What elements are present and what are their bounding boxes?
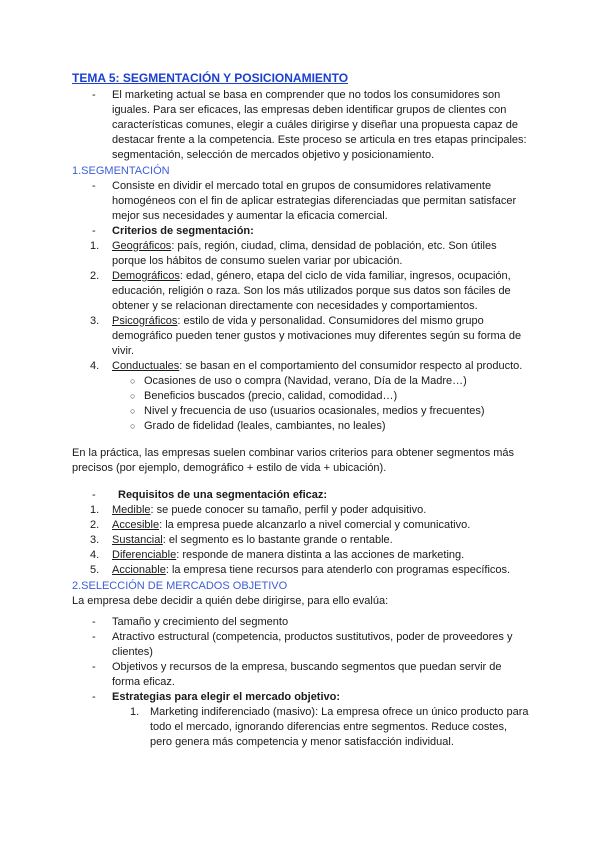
circle-bullet-icon: ○ bbox=[130, 421, 136, 431]
definition-text: Consiste en dividir el mercado total en grupos de consumidores relativamente homogéneos con el fin de aplicar estrategias diferenciadas que permitan satisfacer mejor sus necesidades y aumentar la eficacia comercial. bbox=[112, 180, 517, 222]
criteria-term: Psicográficos bbox=[112, 315, 178, 327]
criteria-text: : se basan en el comportamiento del consumidor respecto al producto. bbox=[179, 360, 523, 372]
behavioral-subitem: ○ Nivel y frecuencia de uso (usuarios ocasionales, medios y frecuentes) bbox=[130, 405, 485, 417]
requirements-heading: Requisitos de una segmentación eficaz: bbox=[118, 489, 328, 501]
evaluation-item: - Tamaño y crecimiento del segmento bbox=[92, 616, 289, 628]
evaluation-item: - Atractivo estructural (competencia, productos sustitutivos, poder de proveedores y clientes) bbox=[92, 631, 513, 658]
requirement-item: 4. Diferenciable: responde de manera distinta a las acciones de marketing. bbox=[90, 549, 465, 561]
behavioral-subitem: ○ Ocasiones de uso o compra (Navidad, verano, Día de la Madre…) bbox=[130, 375, 467, 387]
section-heading-seleccion: 2.SELECCIÓN DE MERCADOS OBJETIVO bbox=[72, 580, 288, 592]
strategy-item: 1. Marketing indiferenciado (masivo): La empresa ofrece un único producto para todo el mercado, ignorando diferencias entre segmentos. Reduce costes, pero genera más competencia y menor satisfacción individual. bbox=[130, 706, 529, 748]
document-page bbox=[72, 70, 532, 750]
practice-paragraph: En la práctica, las empresas suelen combinar varios criterios para obtener segmentos más precisos (por ejemplo, demográfico + estilo de vida + ubicación). bbox=[72, 447, 515, 474]
behavioral-subitem: ○ Grado de fidelidad (leales, cambiantes, no leales) bbox=[130, 420, 386, 432]
criteria-item: 4. Conductuales: se basan en el comportamiento del consumidor respecto al producto. bbox=[90, 360, 523, 372]
circle-bullet-icon: ○ bbox=[130, 376, 136, 386]
criteria-heading: Criterios de segmentación: bbox=[112, 225, 254, 237]
circle-bullet-icon: ○ bbox=[130, 391, 136, 401]
criteria-item: 1. Geográficos: país, región, ciudad, clima, densidad de población, etc. Son útiles porque los hábitos de consumo suelen variar por ubicación. bbox=[90, 240, 497, 267]
requirement-item: 1. Medible: se puede conocer su tamaño, perfil y poder adquisitivo. bbox=[90, 504, 427, 516]
evaluation-item: - Objetivos y recursos de la empresa, buscando segmentos que puedan servir de forma eficaz. bbox=[92, 661, 502, 688]
behavioral-subitem: ○ Beneficios buscados (precio, calidad, comodidad…) bbox=[130, 390, 398, 402]
criteria-item: 3. Psicográficos: estilo de vida y personalidad. Consumidores del mismo grupo demográfico pueden tener gustos y motivaciones muy diferentes según su forma de vivir. bbox=[90, 315, 522, 357]
criteria-text: : edad, género, etapa del ciclo de vida familiar, ingresos, ocupación, educación, religión o raza. Son los más utilizados porque sus datos son fáciles de obtener y se relacionan directamente con necesidades y comportamientos. bbox=[112, 270, 511, 312]
criteria-text: : estilo de vida y personalidad. Consumidores del mismo grupo demográfico pueden tener gustos y motivaciones muy diferentes según su forma de vivir. bbox=[112, 315, 522, 357]
requirement-item: 3. Sustancial: el segmento es lo bastante grande o rentable. bbox=[90, 534, 393, 546]
criteria-term: Geográficos bbox=[112, 240, 172, 252]
criteria-term: Conductuales bbox=[112, 360, 180, 372]
strategies-heading-item: - Estrategias para elegir el mercado objetivo: bbox=[72, 690, 532, 705]
requirement-item: 5. Accionable: la empresa tiene recursos para atenderlo con programas específicos. bbox=[90, 564, 511, 576]
selection-lead: La empresa debe decidir a quién debe dirigirse, para ello evalúa: bbox=[72, 595, 389, 607]
requirement-item: 2. Accesible: la empresa puede alcanzarlo a nivel comercial y comunicativo. bbox=[90, 519, 471, 531]
strategies-heading: Estrategias para elegir el mercado objetivo: bbox=[112, 691, 341, 703]
section-heading-segmentacion: 1.SEGMENTACIÓN bbox=[72, 165, 170, 177]
requirements-heading-item: - Requisitos de una segmentación eficaz: bbox=[72, 488, 532, 503]
intro-text: El marketing actual se basa en comprender que no todos los consumidores son iguales. Para ser eficaces, las empresas deben identificar grupos de clientes con características comunes, elegir a cuáles dirigirse y diseñar una propuesta capaz de destacar frente a la competencia. Este proceso se articula en tres etapas principales: segmentación, selección de mercados objetivo y posicionamiento. bbox=[112, 89, 527, 161]
criteria-heading-item: - Criterios de segmentación: bbox=[72, 224, 532, 239]
circle-bullet-icon: ○ bbox=[130, 406, 136, 416]
criteria-term: Demográficos bbox=[112, 270, 180, 282]
criteria-text: : país, región, ciudad, clima, densidad de población, etc. Son útiles porque los hábitos de consumo suelen variar por ubicación. bbox=[112, 240, 497, 267]
criteria-item: 2. Demográficos: edad, género, etapa del ciclo de vida familiar, ingresos, ocupación, educación, religión o raza. Son los más utilizados porque sus datos son fáciles de obtener y se relacionan directamente con necesidades y comportamientos. bbox=[90, 270, 511, 312]
document-title: TEMA 5: SEGMENTACIÓN Y POSICIONAMIENTO bbox=[72, 71, 349, 85]
definition-item: - Consiste en dividir el mercado total en grupos de consumidores relativamente homogéneos con el fin de aplicar estrategias diferenciadas que permitan satisfacer mejor sus necesidades y aumentar la eficacia comercial. bbox=[72, 179, 532, 224]
intro-item: - El marketing actual se basa en comprender que no todos los consumidores son iguales. Para ser eficaces, las empresas deben identificar grupos de clientes con características comunes, elegir a cuáles dirigirse y diseñar una propuesta capaz de destacar frente a la competencia. Este proceso se articula en tres etapas principales: segmentación, selección de mercados objetivo y posicionamiento. bbox=[72, 88, 532, 163]
